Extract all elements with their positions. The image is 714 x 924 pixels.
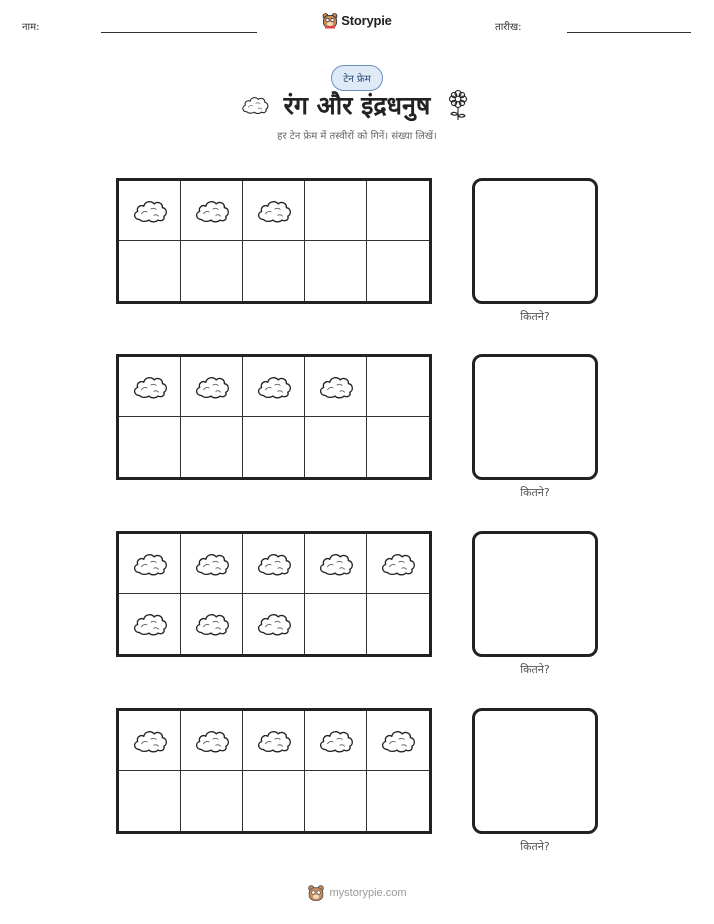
ten-frame-cell: [243, 711, 305, 771]
ten-frame-cell: [367, 357, 429, 417]
ten-frame: [116, 531, 432, 657]
ten-frame-cell: [119, 711, 181, 771]
name-line[interactable]: [101, 32, 257, 33]
ten-frame-cell: [243, 417, 305, 477]
ten-frame: [116, 708, 432, 834]
ten-frame-cell: [119, 771, 181, 831]
ten-frame-cell: [181, 594, 243, 654]
ten-frame-cell: [305, 357, 367, 417]
ten-frame-cell: [119, 534, 181, 594]
ten-frame-cell: [181, 417, 243, 477]
ten-frame-cell: [367, 534, 429, 594]
cloud-icon: [255, 196, 293, 226]
ten-frame-cell: [243, 181, 305, 241]
ten-frame-cell: [305, 771, 367, 831]
ten-frame-cell: [181, 241, 243, 301]
answer-box[interactable]: [472, 708, 598, 834]
cloud-icon: [255, 726, 293, 756]
ten-frame-cell: [367, 417, 429, 477]
cloud-icon: [379, 549, 417, 579]
footer: [0, 884, 714, 902]
ten-frame-cell: [305, 594, 367, 654]
ten-frame-cell: [243, 594, 305, 654]
cloud-icon: [317, 372, 355, 402]
cloud-icon: [193, 372, 231, 402]
ten-frame-cell: [367, 241, 429, 301]
ten-frame: [116, 354, 432, 480]
bear-logo-icon: [307, 884, 325, 902]
cloud-icon: [193, 549, 231, 579]
topic-badge: टेन फ्रेम: [331, 65, 383, 91]
footer-site: mystorypie.com: [329, 887, 407, 899]
cloud-icon: [255, 549, 293, 579]
cloud-icon: [131, 609, 169, 639]
cloud-icon: [193, 196, 231, 226]
cloud-icon: [255, 372, 293, 402]
answer-box[interactable]: [472, 531, 598, 657]
ten-frame-cell: [305, 241, 367, 301]
cloud-icon: [131, 726, 169, 756]
ten-frame-cell: [181, 711, 243, 771]
answer-box[interactable]: [472, 354, 598, 480]
ten-frame-cell: [243, 534, 305, 594]
cloud-icon: [255, 609, 293, 639]
ten-frame-cell: [181, 357, 243, 417]
ten-frame-cell: [367, 771, 429, 831]
date-line[interactable]: [567, 32, 691, 33]
ten-frame-cell: [119, 241, 181, 301]
ten-frame-cell: [119, 181, 181, 241]
ten-frame-cell: [119, 417, 181, 477]
ten-frame-cell: [181, 771, 243, 831]
ten-frame-cell: [305, 534, 367, 594]
flower-icon: [446, 89, 470, 121]
ten-frame: [116, 178, 432, 304]
page-title: रंग और इंद्रधनुष: [283, 91, 431, 120]
cloud-icon: [131, 196, 169, 226]
ten-frame-cell: [243, 241, 305, 301]
name-label: नाम:: [22, 22, 40, 33]
cloud-icon: [131, 372, 169, 402]
brand: [0, 12, 714, 29]
cloud-icon: [379, 726, 417, 756]
ten-frame-cell: [119, 594, 181, 654]
ten-frame-cell: [305, 417, 367, 477]
cloud-icon: [193, 609, 231, 639]
ten-frame-cell: [243, 771, 305, 831]
cloud-icon: [317, 726, 355, 756]
cloud-icon: [317, 549, 355, 579]
ten-frame-cell: [305, 181, 367, 241]
bear-logo-icon: [322, 12, 338, 29]
ten-frame-cell: [367, 711, 429, 771]
ten-frame-cell: [181, 534, 243, 594]
ten-frame-cell: [305, 711, 367, 771]
brand-name: Storypie: [341, 13, 392, 28]
answer-prompt: कितने?: [520, 310, 550, 323]
cloud-icon: [131, 549, 169, 579]
instructions: हर टेन फ्रेम में तस्वीरों को गिनें। संख्या लिखें।: [277, 131, 437, 142]
answer-prompt: कितने?: [520, 663, 550, 676]
ten-frame-cell: [243, 357, 305, 417]
ten-frame-cell: [181, 181, 243, 241]
cloud-icon: [193, 726, 231, 756]
ten-frame-cell: [367, 594, 429, 654]
ten-frame-cell: [367, 181, 429, 241]
ten-frame-cell: [119, 357, 181, 417]
date-label: तारीख:: [495, 22, 522, 33]
answer-prompt: कितने?: [520, 486, 550, 499]
answer-box[interactable]: [472, 178, 598, 304]
answer-prompt: कितने?: [520, 840, 550, 853]
